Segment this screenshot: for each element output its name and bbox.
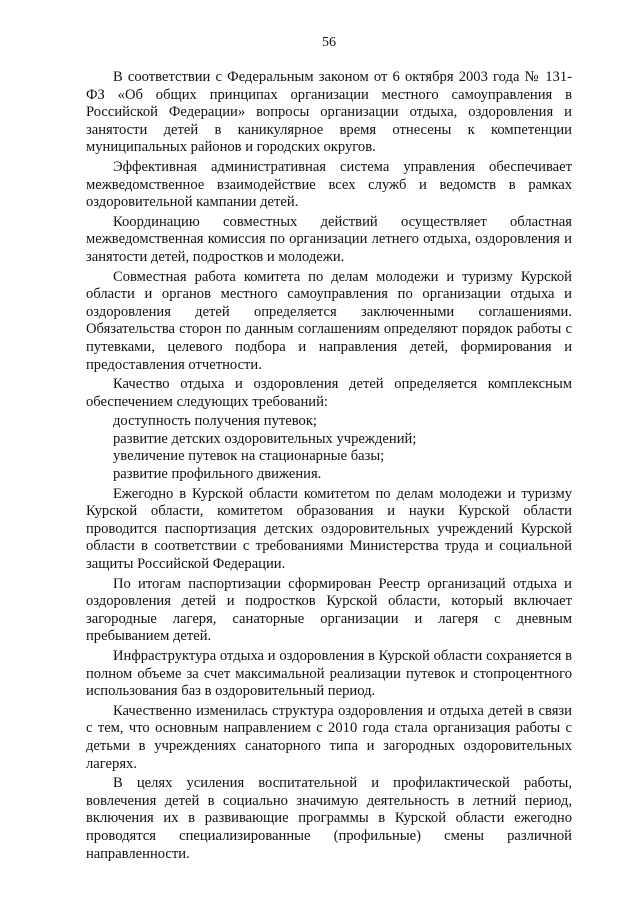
paragraph-certification: Ежегодно в Курской области комитетом по делам молодежи и туризму Курской области, комитетом образования и науки Курской области проводится паспортизация детских оздоровительных учреждений Курской области в соответствии с требованиями Министерства труда и социальной защиты Российской Федерации. — [86, 485, 572, 573]
requirements-list — [86, 413, 572, 483]
list-item: развитие детских оздоровительных учреждений; — [113, 430, 417, 447]
paragraph-specialized-shifts: В целях усиления воспитательной и профилактической работы, вовлечения детей в социально значимую деятельность в летний период, включения их в развивающие программы в Курской области ежегодно проводятся специализированные (профильные) смены различной направленности. — [86, 775, 572, 862]
document-page — [86, 34, 572, 865]
paragraph-federal-law: В соответствии с Федеральным законом от 6 октября 2003 года № 131-ФЗ «Об общих принципах организации местного самоуправления в Российской Федерации» вопросы организации отдыха, оздоровления и занятости детей в каникулярное время отнесены к компетенции муниципальных районов и городских округов. — [86, 69, 572, 156]
paragraph-coordination: Координацию совместных действий осуществляет областная межведомственная комиссия по организации летнего отдыха, оздоровления и занятости детей, подростков и молодежи. — [86, 213, 572, 265]
paragraph-admin-system: Эффективная административная система управления обеспечивает межведомственное взаимодействие всех служб и ведомств в рамках оздоровительной кампании детей. — [86, 158, 572, 211]
paragraph-infrastructure: Инфраструктура отдыха и оздоровления в Курской области сохраняется в полном объеме за счет максимальной реализации путевок и стопроцентного использования баз в оздоровительный период. — [86, 648, 572, 700]
list-item: увеличение путевок на стационарные базы; — [113, 448, 385, 465]
list-item: доступность получения путевок; — [113, 413, 317, 430]
list-item: развитие профильного движения. — [113, 466, 322, 483]
page-number: 56 — [322, 35, 336, 50]
paragraph-registry: По итогам паспортизации сформирован Реестр организаций отдыха и оздоровления детей и подростков Курской области, который включает загородные лагеря, санаторные организации и лагеря с дневным пребыванием детей. — [86, 575, 572, 645]
paragraph-joint-work: Совместная работа комитета по делам молодежи и туризму Курской области и органов местного самоуправления по организации отдыха и оздоровления детей определяется заключенными соглашениями. Обязательства сторон по данным соглашениям определяют порядок работы с путевками, целевого подбора и направления детей, формирования и предоставления отчетности. — [86, 268, 572, 373]
paragraph-structure-change: Качественно изменилась структура оздоровления и отдыха детей в связи с тем, что основным направлением с 2010 года стала организация работы с детьми в учреждениях санаторного типа и загородных оздоровительных лагерях. — [86, 702, 572, 772]
paragraph-quality: Качество отдыха и оздоровления детей определяется комплексным обеспечением следующих требований: — [86, 376, 572, 410]
